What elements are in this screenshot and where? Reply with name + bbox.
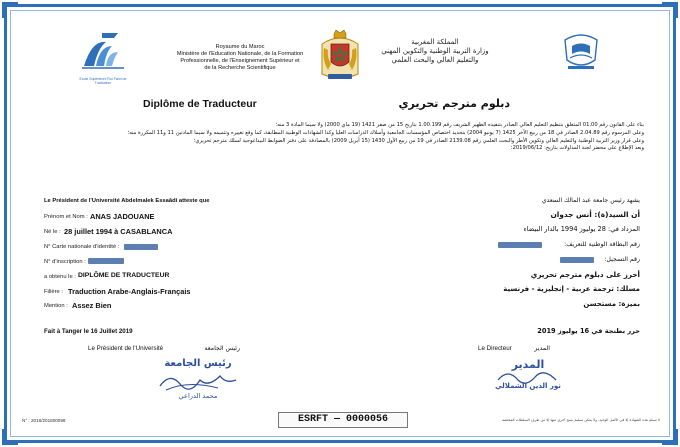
filiere-ar: مسلك: ترجمة عربية - إنجليزية - فرنسية bbox=[503, 285, 640, 293]
ministry-fr bbox=[160, 44, 320, 72]
border-corner bbox=[662, 2, 678, 18]
ministry-ar-line: وزارة التربية الوطنية والتكوين المهني bbox=[381, 47, 489, 55]
preamble-ar bbox=[44, 122, 644, 153]
name-value-fr: ANAS JADOUANE bbox=[90, 212, 155, 221]
inscription-ar: رقم التسجيل: bbox=[604, 256, 640, 263]
ministry-fr-line: Ministère de l'Education Nationale, de la Formation bbox=[176, 51, 304, 57]
name-label-fr: Prénom et Nom : bbox=[44, 214, 88, 220]
border-corner bbox=[2, 2, 18, 18]
preamble-line: وعلى المرسوم رقم 2.04.89 الصادر في 18 من ربيع الآخر 1425 (7 يونيو 2004) بتحديد اختصاص المؤسسات الجامعية وأسلاك الدراسات العليا وكذا الشهادات الوطنية المطابقة، كما وقع تغييره وتتميمه ولا سيما المادتين 11 و11 المكررة منه؛ bbox=[127, 129, 644, 136]
redacted-cin-fr bbox=[124, 244, 158, 250]
birth-ar: المزداد في: 28 يوليوز 1994 بالدار البيضاء bbox=[523, 225, 640, 233]
ministry-fr-line: Professionnelle, de l'Enseignement Supérieur et bbox=[180, 58, 300, 64]
obtained-ar: أحرز على دبلوم مترجم تحريري bbox=[530, 270, 640, 279]
birth-label-fr: Né le : bbox=[44, 229, 61, 235]
school-logo-icon bbox=[78, 30, 128, 72]
school-caption: Ecole Supérieure Roi Fahd de Traduction bbox=[79, 77, 127, 85]
border-corner bbox=[2, 429, 18, 445]
serial-number-left: N° : 2018/201800098 bbox=[22, 418, 66, 423]
title-ar: دبلوم مترجم تحريري bbox=[398, 97, 510, 110]
name-ar: أن السيد(ة): أنس جدوان bbox=[550, 210, 640, 219]
border-corner bbox=[662, 429, 678, 445]
date-ar: حرر بطنجة في 16 يوليوز 2019 bbox=[537, 327, 640, 335]
coat-of-arms-icon bbox=[318, 30, 362, 84]
president-stamp bbox=[148, 356, 248, 406]
redacted-cin-ar bbox=[498, 242, 542, 248]
president-title-ar: رئيس الجامعة bbox=[204, 345, 240, 352]
director-title-fr: Le Directeur bbox=[478, 345, 512, 352]
mention-value-fr: Assez Bien bbox=[72, 301, 112, 310]
president-signer-name: محمد الدراعي bbox=[178, 392, 218, 400]
obtained-value-fr: DIPLÔME DE TRADUCTEUR bbox=[78, 272, 170, 279]
ministry-ar-line: والتعليم العالي والبحث العلمي bbox=[391, 56, 479, 64]
preamble-line: وعلى قرار وزير التربية الوطنية والتعليم العالي وتكوين الأطر والبحث العلمي رقم 2139.08 الصادر في 19 من ربيع الأول 1430 (15 أبريل 2009) بالمصادقة على دفتر الضوابط البيداغوجية لسلك مترجم تحريري؛ bbox=[193, 137, 644, 144]
director-signer-name: نور الدين الشملالي bbox=[495, 382, 561, 390]
filiere-value-fr: Traduction Arabe-Anglais-Français bbox=[68, 287, 191, 296]
director-title-ar: المدير bbox=[534, 345, 550, 352]
ministry-fr-line: de la Recherche Scientifique bbox=[204, 65, 276, 71]
director-stamp bbox=[478, 356, 578, 406]
attest-ar: يشهد رئيس جامعة عبد المالك السعدي bbox=[541, 197, 640, 204]
date-fr: Fait à Tanger le 16 Juillet 2019 bbox=[44, 328, 133, 335]
mention-label-fr: Mention : bbox=[44, 303, 68, 309]
birth-value-fr: 28 juillet 1994 à CASABLANCA bbox=[64, 227, 173, 236]
redacted-inscription-ar bbox=[560, 257, 594, 263]
filiere-label-fr: Filière : bbox=[44, 289, 64, 295]
title-fr: Diplôme de Traducteur bbox=[143, 98, 257, 110]
preamble-line: وبعد الإطلاع على محضر لجنة المداولات بتاريخ: 2019/06/12؛ bbox=[510, 145, 644, 152]
preamble-line: بناء على القانون رقم 01.00 المتعلق بتنظيم التعليم العالي الصادر بتنفيذه الظهير الشريف رقم 1.00.199 بتاريخ 15 من صفر 1421 (19 ماي 2000) ولا سيما المادة 3 منه؛ bbox=[275, 122, 644, 128]
inscription-label-fr: N° d'inscription : bbox=[44, 259, 86, 265]
mention-ar: بميزة: مستحسن bbox=[583, 300, 640, 308]
cin-ar: رقم البطاقة الوطنية للتعريف: bbox=[564, 241, 640, 248]
director-stamp-text: المدير bbox=[511, 358, 545, 371]
ministry-ar-line: المملكة المغربية bbox=[411, 38, 459, 46]
university-logo-icon bbox=[560, 32, 602, 72]
school-logo bbox=[78, 30, 128, 85]
serial-number-box: ESRFT — 0000056 bbox=[278, 412, 408, 428]
cin-label-fr: N° Carte nationale d'identité : bbox=[44, 244, 120, 250]
ministry-fr-line: Royaume du Maroc bbox=[215, 44, 265, 50]
attest-fr: Le Président de l'Université Abdelmalek Essaâdi atteste que bbox=[44, 198, 210, 204]
footer-note-ar: لا تسلم هذه الشهادة إلا في الأصل الوحيد، ولا يمكن تسليم نسخ أخرى منها إلا من طرف السلطات المختصة bbox=[501, 418, 660, 422]
obtained-label-fr: a obtenu le : bbox=[44, 274, 76, 280]
ministry-ar bbox=[370, 38, 500, 65]
redacted-inscription-fr bbox=[88, 258, 124, 264]
president-title-fr: Le Président de l'Université bbox=[88, 345, 164, 352]
president-stamp-text: رئيس الجامعة bbox=[164, 358, 232, 369]
